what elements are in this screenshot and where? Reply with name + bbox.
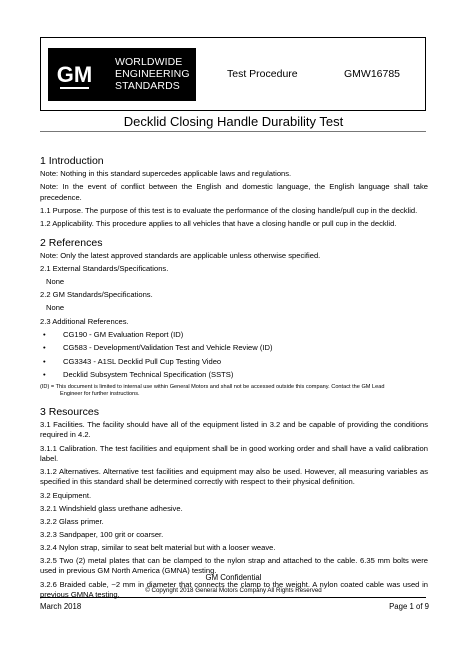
confidential-label: GM Confidential [205, 573, 262, 582]
paragraph: 2.3 Additional References. [40, 316, 129, 326]
list-item: • Decklid Subsystem Technical Specification (SSTS) [40, 370, 428, 380]
paragraph: 1.1 Purpose. The purpose of this test is to evaluate the performance of the closing handle/pull cup in the decklid. [40, 205, 418, 215]
paragraph: 3.2 Equipment. [40, 490, 92, 500]
gm-logo [48, 48, 101, 101]
paragraph: 1.2 Applicability. This procedure applies to all vehicles that have a closing handle or pull cup in the decklid. [40, 218, 397, 228]
gm-logo-text: GM [56, 62, 93, 87]
footnote-line: (ID) = This document is limited to internal use within General Motors and shall not be accessed outside this company. Contact the GM Lead [40, 384, 385, 391]
list-item: • CG3343 - A1SL Decklid Pull Cup Testing Video [40, 357, 428, 367]
document-type: Test Procedure [227, 68, 298, 80]
paragraph: Note: In the event of conflict between the English and domestic language, the English language shall take precedence. [40, 182, 428, 202]
worldwide-engineering-standards-block [101, 48, 196, 101]
title-divider [40, 131, 426, 132]
paragraph: 2.1 External Standards/Specifications. [40, 264, 169, 274]
document-title: Decklid Closing Handle Durability Test [123, 114, 344, 129]
paragraph: 3.2.4 Nylon strap, similar to seat belt material but with a looser weave. [40, 542, 276, 552]
paragraph: 3.1.1 Calibration. The test facilities and equipment shall be in good working order and shall have a valid calibration label. [40, 443, 428, 463]
section-heading-references: 2 References [40, 237, 103, 250]
org-line: ENGINEERING [115, 68, 190, 80]
document-body [40, 155, 428, 603]
section-heading-resources: 3 Resources [40, 406, 99, 419]
gm-logo-underline [60, 87, 89, 89]
paragraph: None [46, 303, 65, 313]
org-line: WORLDWIDE [115, 56, 183, 68]
paragraph: 3.1 Facilities. The facility should have all of the equipment listed in 3.2 and be capable of providing the conditions required in 4.2. [40, 420, 428, 440]
paragraph: Note: Only the latest approved standards are applicable unless otherwise specified. [40, 251, 321, 261]
copyright-notice: © Copyright 2018 General Motors Company All Rights Reserved [145, 587, 322, 594]
document-header [40, 37, 426, 111]
paragraph: 3.2.5 Two (2) metal plates that can be clamped to the nylon strap and attached to the cable. 6.35 mm bolts were used in previous GM North America (GMNA) testing. [40, 556, 428, 576]
paragraph: None [46, 277, 65, 287]
org-line: STANDARDS [115, 80, 180, 92]
paragraph: 3.2.2 Glass primer. [40, 516, 104, 526]
paragraph: 3.1.2 Alternatives. Alternative test facilities and equipment may also be used. However, all measuring variables as specified in this standard shall be determined correctly with respect to their physical definition. [40, 467, 428, 487]
reference-list [40, 330, 428, 381]
section-heading-introduction: 1 Introduction [40, 155, 104, 167]
list-item: • CG190 - GM Evaluation Report (ID) [40, 330, 428, 340]
paragraph: 3.2.3 Sandpaper, 100 grit or coarser. [40, 529, 164, 539]
page-number: Page 1 of 9 [389, 602, 429, 611]
paragraph: 2.2 GM Standards/Specifications. [40, 290, 153, 300]
list-item: • CG583 - Development/Validation Test and Vehicle Review (ID) [40, 343, 428, 353]
reference-footnote [40, 384, 428, 398]
document-number: GMW16785 [344, 68, 401, 80]
paragraph: 3.2.1 Windshield glass urethane adhesive. [40, 503, 183, 513]
paragraph: Note: Nothing in this standard supercedes applicable laws and regulations. [40, 169, 292, 178]
footnote-line: Engineer for further instructions. [60, 391, 140, 398]
footer-date: March 2018 [40, 602, 82, 611]
footer-divider [40, 597, 426, 598]
paragraph: 3.2.6 Braided cable, ~2 mm in diameter that connects the clamp to the weight. A nylon coated cable was used in previous GMNA testing. [40, 579, 428, 599]
